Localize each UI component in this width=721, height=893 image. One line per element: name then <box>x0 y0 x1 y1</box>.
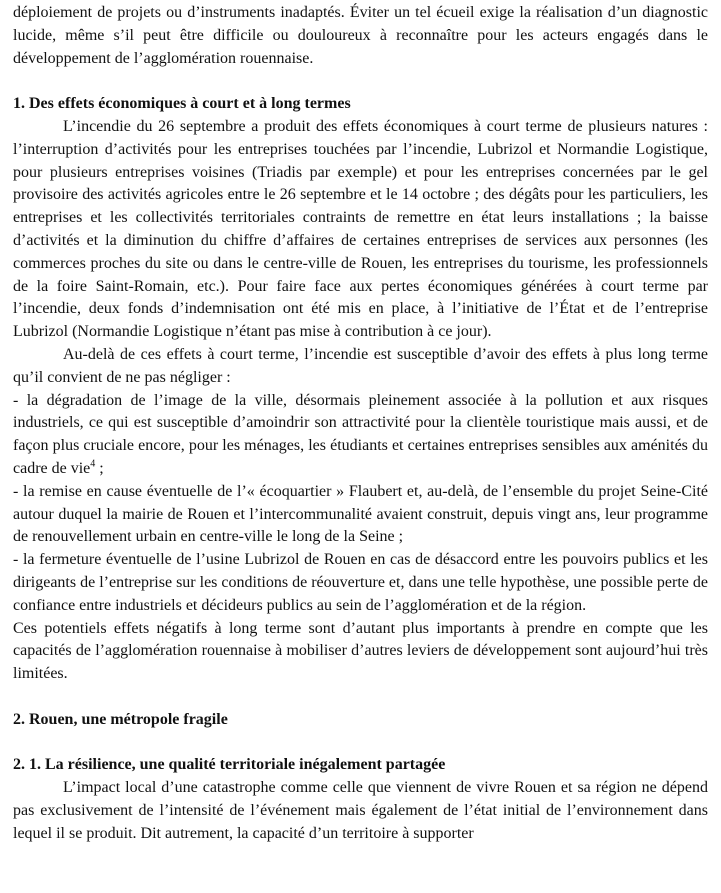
bullet-item-1-end: ; <box>95 459 104 477</box>
bullet-item-3: - la fermeture éventuelle de l’usine Lubrizol de Rouen en cas de désaccord entre les pouvoirs publics et les dirigeants de l’entreprise sur les conditions de réouverture et, dans une telle hypothèse, une possible perte de confiance entre industriels et décideurs publics au sein de l’agglomération et de la région. <box>13 551 708 614</box>
section-1-paragraph-2: Au-delà de ces effets à court terme, l’incendie est susceptible d’avoir des effets à plus long terme qu’il convient de ne pas négliger : <box>13 345 708 386</box>
bullet-item-2: - la remise en cause éventuelle de l’« écoquartier » Flaubert et, au-delà, de l’ensemble du projet Seine-Cité autour duquel la mairie de Rouen et l’intercommunalité avaient construit, depuis vingt ans, leur programme de renouvellement urbain en centre-ville le long de la Seine ; <box>13 482 708 546</box>
intro-paragraph: déploiement de projets ou d’instruments inadaptés. Éviter un tel écueil exige la réalisation d’un diagnostic lucide, même s’il peut être difficile ou douloureux à reconnaître pour les acteurs engagés dans le développement de l’agglomération rouennaise. <box>13 4 708 67</box>
section-2-1-heading: 2. 1. La résilience, une qualité territoriale inégalement partagée <box>13 756 446 774</box>
section-2-heading: 2. Rouen, une métropole fragile <box>13 710 228 728</box>
bullet-item-1-text: - la dégradation de l’image de la ville, désormais pleinement associée à la pollution et aux risques industriels, ce qui est susceptible d’amoindrir son attractivité pour la clientèle touristique mais aussi, et de façon plus cruciale encore, pour les ménages, les étudiants et certaines entreprises sensibles aux aménités du cadre de vie <box>13 391 708 477</box>
section-1-paragraph-1: L’incendie du 26 septembre a produit des effets économiques à court terme de plusieurs natures : l’interruption d’activités pour les entreprises touchées par l’incendie, Lubrizol et Normandie Logistique, pour plusieurs entreprises voisines (Triadis par exemple) et pour les entreprises concernées par le gel provisoire des activités agricoles entre le 26 septembre et le 14 octobre ; des dégâts pour les particuliers, les entreprises et les collectivités territoriales contraints de remettre en état leurs installations ; la baisse d’activités et la diminution du chiffre d’affaires de certaines entreprises de services aux personnes (les commerces proches du site ou dans le centre-ville de Rouen, les entreprises du tourisme, les professionnels de la foire Saint-Romain, etc.). Pour faire face aux pertes économiques générées à court terme par l’incendie, deux fonds d’indemnisation ont été mis en place, à l’initiative de l’État et de l’entreprise Lubrizol (Normandie Logistique n’étant pas mise à contribution à ce jour). <box>13 117 708 341</box>
footnote-ref-4: 4 <box>90 458 96 470</box>
bullet-item-1 <box>13 390 708 481</box>
spacer <box>13 686 708 709</box>
section-1-heading: 1. Des effets économiques à court et à long termes <box>13 95 351 113</box>
section-1-paragraph-3: Ces potentiels effets négatifs à long terme sont d’autant plus importants à prendre en compte que les capacités de l’agglomération rouennaise à mobiliser d’autres leviers de développement sont aujourd’hui très limitées. <box>13 619 708 683</box>
spacer <box>13 732 708 755</box>
section-2-1-paragraph-1: L’impact local d’une catastrophe comme celle que viennent de vivre Rouen et sa région ne dépend pas exclusivement de l’intensité de l’événement mais également de l’état initial de l’environnement dans lequel il se produit. Dit autrement, la capacité d’un territoire à supporter <box>13 779 708 842</box>
spacer <box>13 70 708 93</box>
